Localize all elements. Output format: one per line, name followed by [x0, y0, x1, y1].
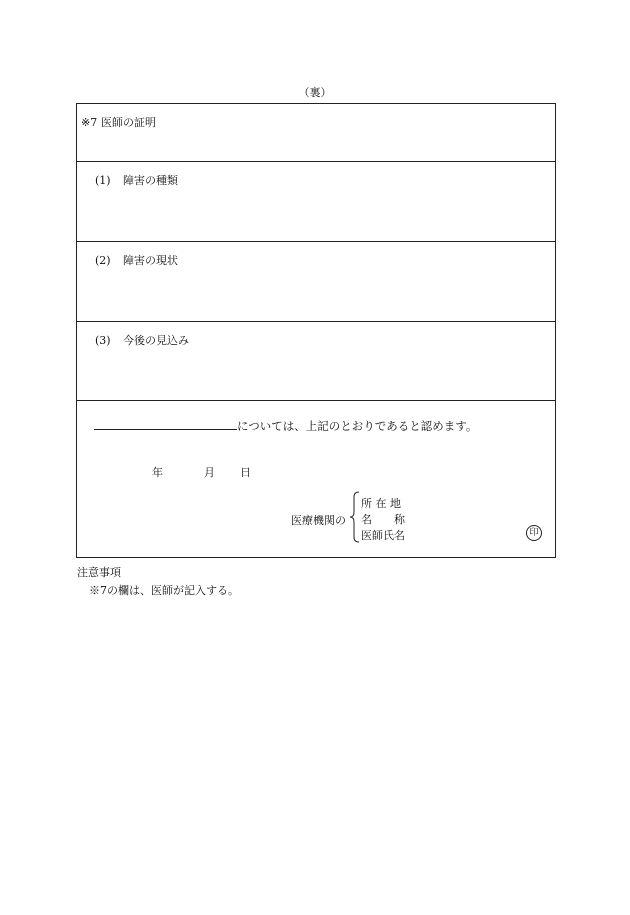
- disability-status-row: [77, 242, 555, 322]
- certificate-title-text: 医師の証明: [101, 116, 156, 129]
- future-outlook-row: [77, 322, 555, 401]
- disability-type-label: [95, 172, 178, 188]
- institution-fields: [361, 496, 405, 544]
- certification-sentence: については、上記のとおりであると認めます。: [237, 419, 478, 433]
- field-address: 所 在 地: [361, 497, 401, 510]
- date-year: 年: [152, 466, 163, 479]
- page-label: （裏）: [298, 86, 332, 99]
- certificate-mark: ※7: [81, 116, 98, 129]
- patient-name-blank[interactable]: [94, 419, 237, 430]
- date-row: [152, 464, 251, 480]
- notes-text: ※7の欄は、医師が記入する。: [89, 584, 239, 597]
- item-label: 今後の見込み: [123, 334, 189, 347]
- institution-label: 医療機関の: [291, 514, 346, 527]
- disability-type-row: [77, 162, 555, 242]
- item-label: 障害の現状: [123, 254, 178, 267]
- seal-icon: 印: [526, 525, 542, 541]
- item-number: (1): [95, 174, 111, 187]
- curly-brace-icon: [348, 491, 362, 543]
- certification-statement: [94, 418, 477, 434]
- certificate-header-row: [77, 104, 555, 162]
- disability-status-label: [95, 252, 178, 268]
- doctor-certificate-form: [76, 103, 556, 558]
- item-number: (3): [95, 334, 111, 347]
- item-label: 障害の種類: [123, 174, 178, 187]
- notes-title: 注意事項: [77, 566, 121, 579]
- future-outlook-label: [95, 332, 189, 348]
- date-month: 月: [204, 466, 215, 479]
- item-number: (2): [95, 254, 111, 267]
- field-doctor-name: 医師氏名: [361, 529, 405, 542]
- certificate-title: [81, 114, 156, 130]
- field-name: 名 称: [361, 513, 405, 526]
- date-day: 日: [240, 466, 251, 479]
